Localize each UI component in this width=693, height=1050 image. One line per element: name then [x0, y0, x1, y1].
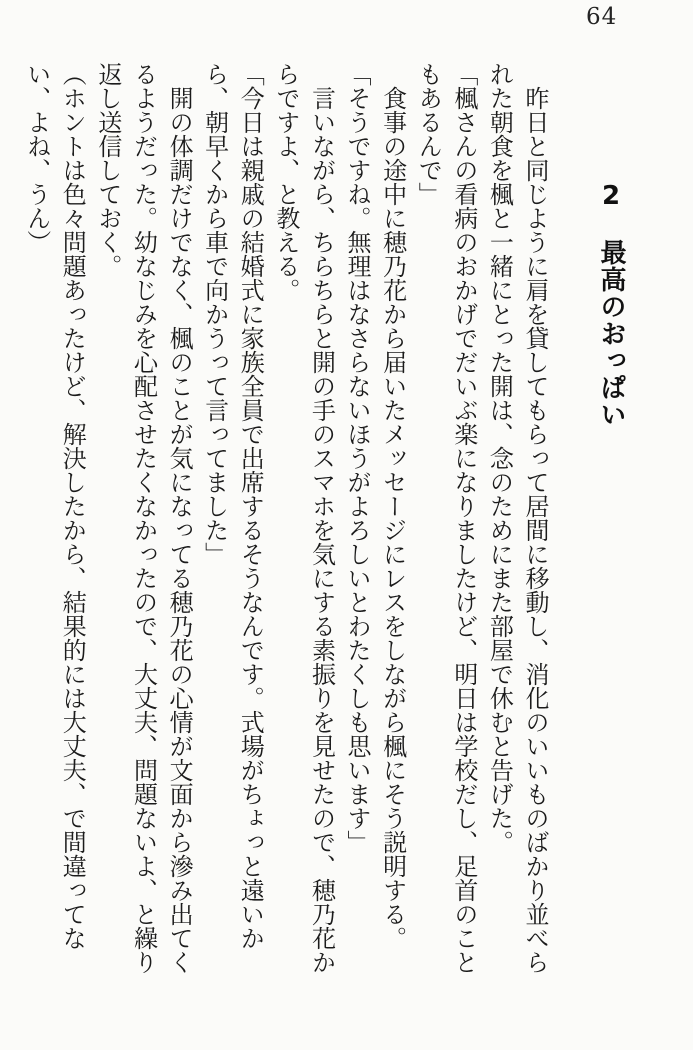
page-number: 64: [586, 4, 618, 30]
paragraph-narration: 言いながら、ちらちらと開の手のスマホを気にする素振りを見せたので、穂乃花からですよ、と教える。: [271, 62, 336, 974]
paragraph-inner-thought: （ホントは色々問題あったけど、解決したから、結果的には大丈夫、で間違ってない、よね、うん）: [22, 62, 87, 950]
chapter-heading: 2 最高のおっぱい: [596, 181, 626, 428]
paragraph-dialogue: 「楓さんの看病のおかげでだいぶ楽になりましたけど、明日は学校だし、足首のこともあるんで」: [414, 62, 478, 974]
paragraph-narration: 開の体調だけでなく、楓のことが気になってる穂乃花の心情が文面から滲み出てくるようだった。幼なじみを心配させたくなかったので、大丈夫、問題ないよ、と繰り返し送信しておく。: [93, 62, 194, 974]
body-text: [18, 62, 552, 978]
paragraph-narration: 昨日と同じように肩を貸してもらって居間に移動し、消化のいいものばかり並べられた朝食を楓と一緒にとった開は、念のためにまた部屋で休むと告げた。: [485, 62, 549, 974]
paragraph-dialogue: 「今日は親戚の結婚式に家族全員で出席するそうなんです。式場がちょっと遠いから、朝早くから車で向かうって言ってました」: [200, 62, 265, 950]
paragraph-narration: 食事の途中に穂乃花から届いたメッセージにレスをしながら楓にそう説明する。: [378, 62, 407, 950]
paragraph-dialogue: 「そうですね。無理はなさらないほうがよろしいとわたくしも思います」: [343, 62, 372, 854]
